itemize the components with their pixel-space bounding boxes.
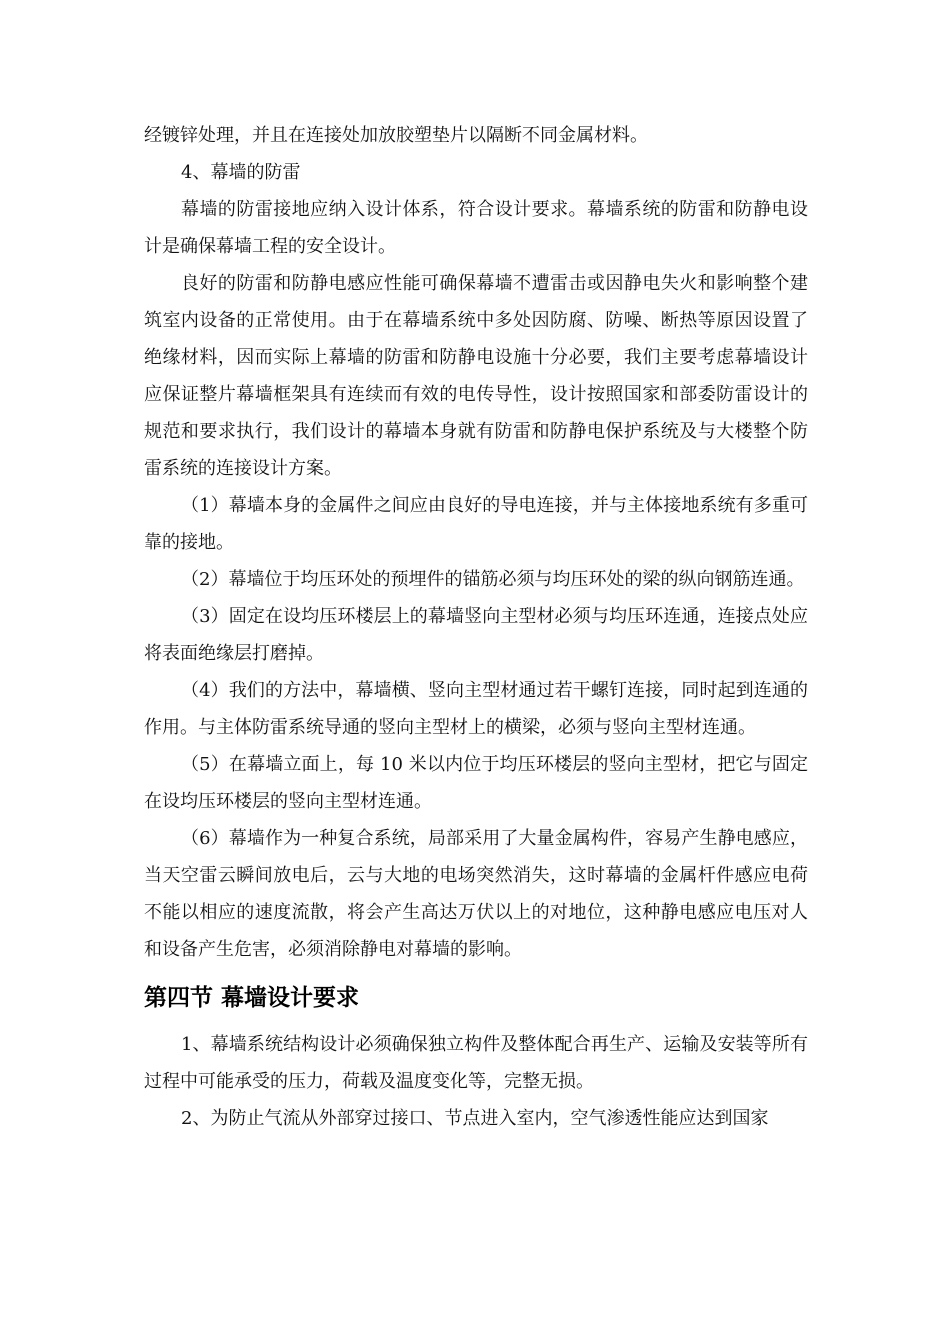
- paragraph-lightning-performance: 良好的防雷和防静电感应性能可确保幕墙不遭雷击或因静电失火和影响整个建筑室内设备的正常使用。由于在幕墙系统中多处因防腐、防噪、断热等原因设置了绝缘材料，因而实际上幕墙的防雷和防静电设施十分必要，我们主要考虑幕墙设计应保证整片幕墙框架具有连续而有效的电传导性，设计按照国家和部委防雷设计的规范和要求执行，我们设计的幕墙本身就有防雷和防静电保护系统及与大楼整个防雷系统的连接设计方案。: [144, 273, 808, 479]
- subheading-lightning-protection: 4、幕墙的防雷: [181, 162, 301, 183]
- list-item-1: （1）幕墙本身的金属件之间应由良好的导电连接，并与主体接地系统有多重可靠的接地。: [144, 495, 808, 553]
- paragraph-lightning-grounding: 幕墙的防雷接地应纳入设计体系，符合设计要求。幕墙系统的防雷和防静电设计是确保幕墙工程的安全设计。: [144, 199, 808, 257]
- list-item-5: （5）在幕墙立面上，每 10 米以内位于均压环楼层的竖向主型材，把它与固定在设均压环楼层的竖向主型材连通。: [144, 754, 808, 812]
- list-item-4: （4）我们的方法中，幕墙横、竖向主型材通过若干螺钉连接，同时起到连通的作用。与主体防雷系统导通的竖向主型材上的横梁，必须与竖向主型材连通。: [144, 680, 808, 738]
- section-heading: 第四节 幕墙设计要求: [144, 985, 360, 1011]
- paragraph-continuation: 经镀锌处理，并且在连接处加放胶塑垫片以隔断不同金属材料。: [144, 125, 648, 146]
- requirement-2: 2、为防止气流从外部穿过接口、节点进入室内，空气渗透性能应达到国家: [181, 1108, 769, 1129]
- document-body: [144, 117, 808, 1137]
- requirement-1: 1、幕墙系统结构设计必须确保独立构件及整体配合再生产、运输及安装等所有过程中可能承受的压力，荷载及温度变化等，完整无损。: [144, 1034, 808, 1092]
- list-item-2: （2）幕墙位于均压环处的预埋件的锚筋必须与均压环处的梁的纵向钢筋连通。: [181, 569, 805, 590]
- list-item-6: （6）幕墙作为一种复合系统，局部采用了大量金属构件，容易产生静电感应，当天空雷云瞬间放电后，云与大地的电场突然消失，这时幕墙的金属杆件感应电荷不能以相应的速度流散，将会产生高达万伏以上的对地位，这种静电感应电压对人和设备产生危害，必须消除静电对幕墙的影响。: [144, 828, 808, 960]
- list-item-3: （3）固定在设均压环楼层上的幕墙竖向主型材必须与均压环连通，连接点处应将表面绝缘层打磨掉。: [144, 606, 808, 664]
